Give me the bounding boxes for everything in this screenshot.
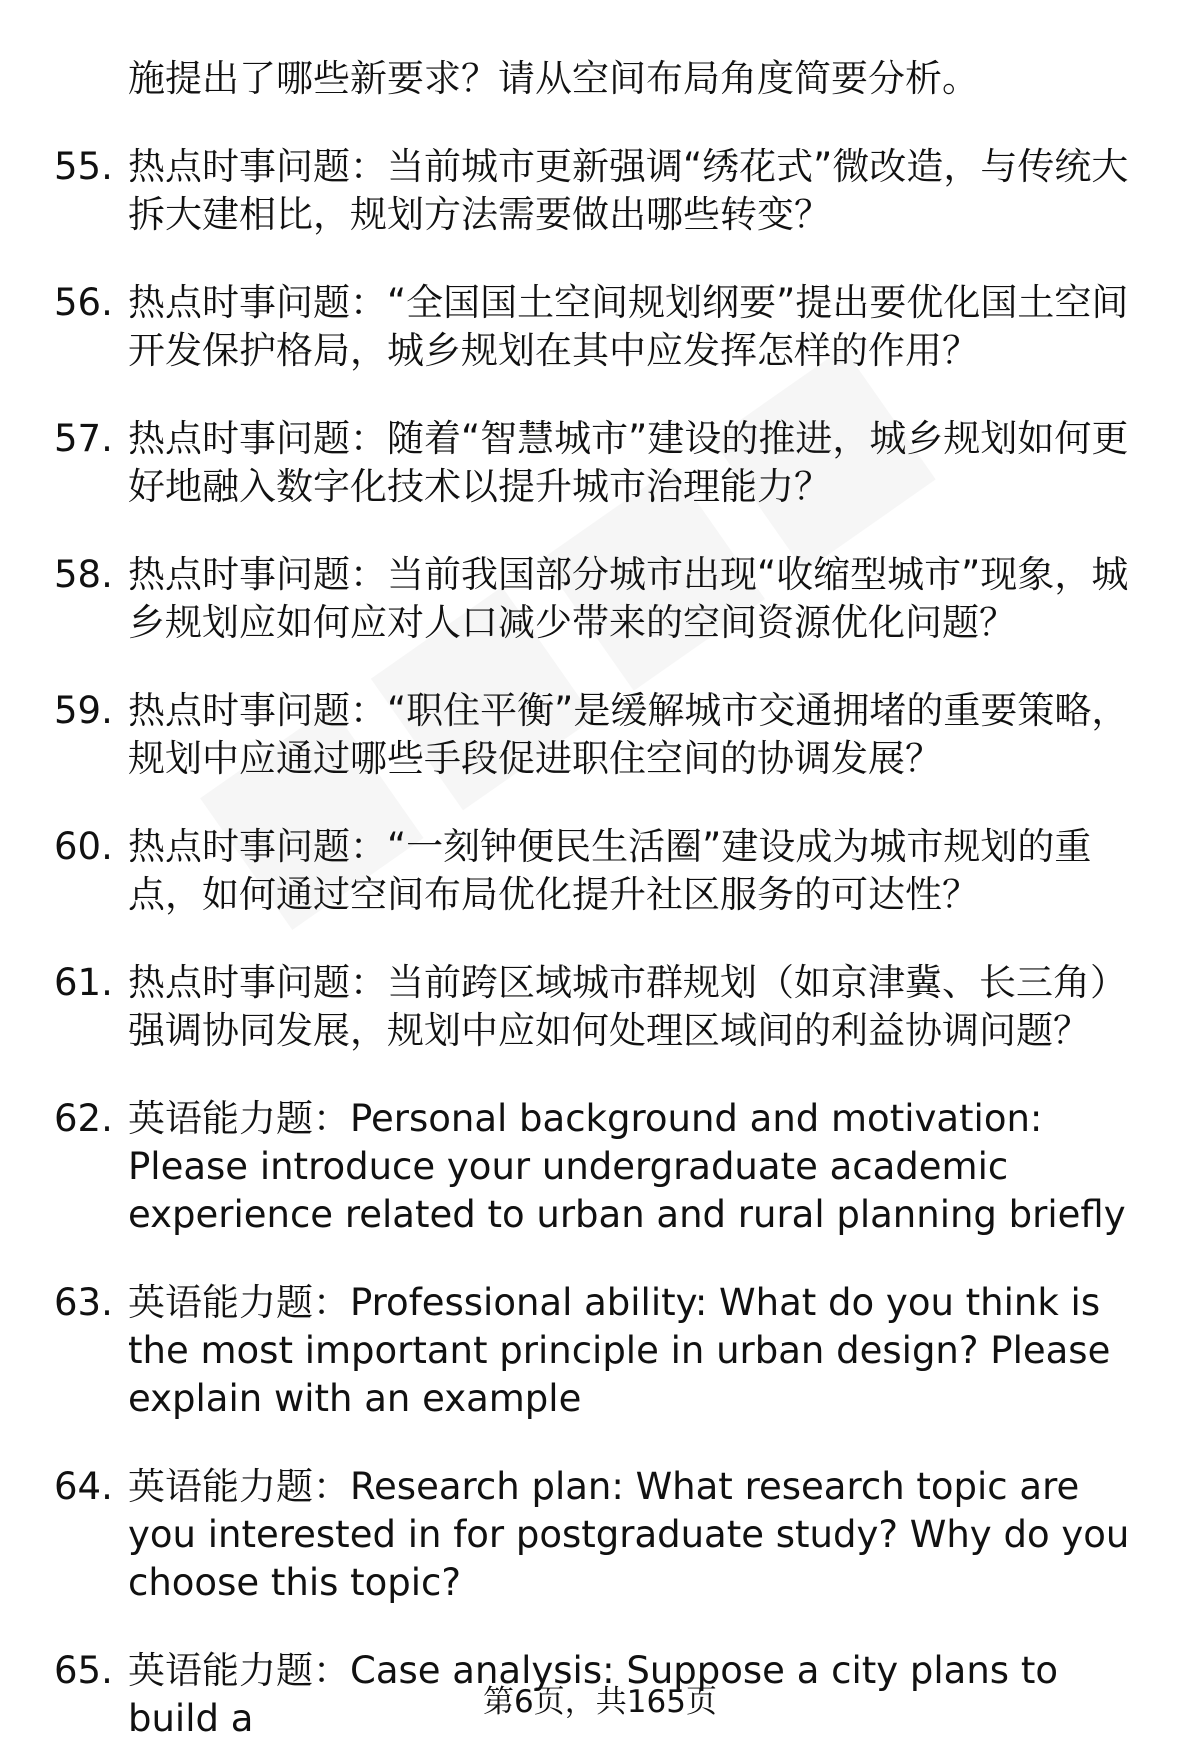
question-text: 热点时事问题：“一刻钟便民生活圈”建设成为城市规划的重点，如何通过空间布局优化提升社区服务的可达性？ bbox=[128, 825, 1092, 916]
list-item bbox=[54, 279, 1154, 375]
question-number: 58. bbox=[54, 553, 113, 596]
question-number: 55. bbox=[54, 145, 113, 188]
question-number: 62. bbox=[54, 1097, 113, 1140]
question-number: 57. bbox=[54, 417, 113, 460]
question-text: 热点时事问题：当前跨区域城市群规划（如京津冀、长三角）强调协同发展，规划中应如何处理区域间的利益协调问题？ bbox=[128, 961, 1127, 1052]
question-text: 英语能力题：Professional ability: What do you think is the most important principle in urban design? Please explain with an example bbox=[128, 1281, 1111, 1420]
question-text: 热点时事问题：“全国国土空间规划纲要”提出要优化国土空间开发保护格局，城乡规划在其中应发挥怎样的作用？ bbox=[128, 281, 1129, 372]
question-number: 65. bbox=[54, 1649, 113, 1692]
question-text: 英语能力题：Personal background and motivation: Please introduce your undergraduate academic experience related to urban and rural planning briefly bbox=[128, 1097, 1126, 1236]
page-footer: 第6页，共165页 bbox=[483, 1684, 717, 1720]
list-item bbox=[54, 687, 1154, 783]
list-item bbox=[54, 551, 1154, 647]
question-text: 热点时事问题：“职住平衡”是缓解城市交通拥堵的重要策略，规划中应通过哪些手段促进职住空间的协调发展？ bbox=[128, 689, 1129, 780]
list-item bbox=[54, 1279, 1154, 1423]
question-text: 英语能力题：Case analysis: Suppose a city plans to build a bbox=[128, 1649, 1058, 1740]
list-item bbox=[54, 959, 1154, 1055]
question-text: 热点时事问题：当前我国部分城市出现“收缩型城市”现象，城乡规划应如何应对人口减少带来的空间资源优化问题？ bbox=[128, 553, 1129, 644]
question-number: 63. bbox=[54, 1281, 113, 1324]
question-number: 60. bbox=[54, 825, 113, 868]
list-item bbox=[54, 1463, 1154, 1607]
question-number: 56. bbox=[54, 281, 113, 324]
question-number: 64. bbox=[54, 1465, 113, 1508]
continued-text: 施提出了哪些新要求？请从空间布局角度简要分析。 bbox=[128, 57, 979, 100]
question-text: 热点时事问题：随着“智慧城市”建设的推进，城乡规划如何更好地融入数字化技术以提升城市治理能力？ bbox=[128, 417, 1129, 508]
list-item bbox=[54, 143, 1154, 239]
list-item bbox=[54, 415, 1154, 511]
question-number: 61. bbox=[54, 961, 113, 1004]
question-list bbox=[54, 55, 1154, 1743]
question-text: 英语能力题：Research plan: What research topic are you interested in for postgraduate study? Why do you choose this topic? bbox=[128, 1465, 1130, 1604]
list-item bbox=[54, 823, 1154, 919]
question-number: 59. bbox=[54, 689, 113, 732]
question-text: 热点时事问题：当前城市更新强调“绣花式”微改造，与传统大拆大建相比，规划方法需要做出哪些转变？ bbox=[128, 145, 1129, 236]
list-item bbox=[54, 1095, 1154, 1239]
